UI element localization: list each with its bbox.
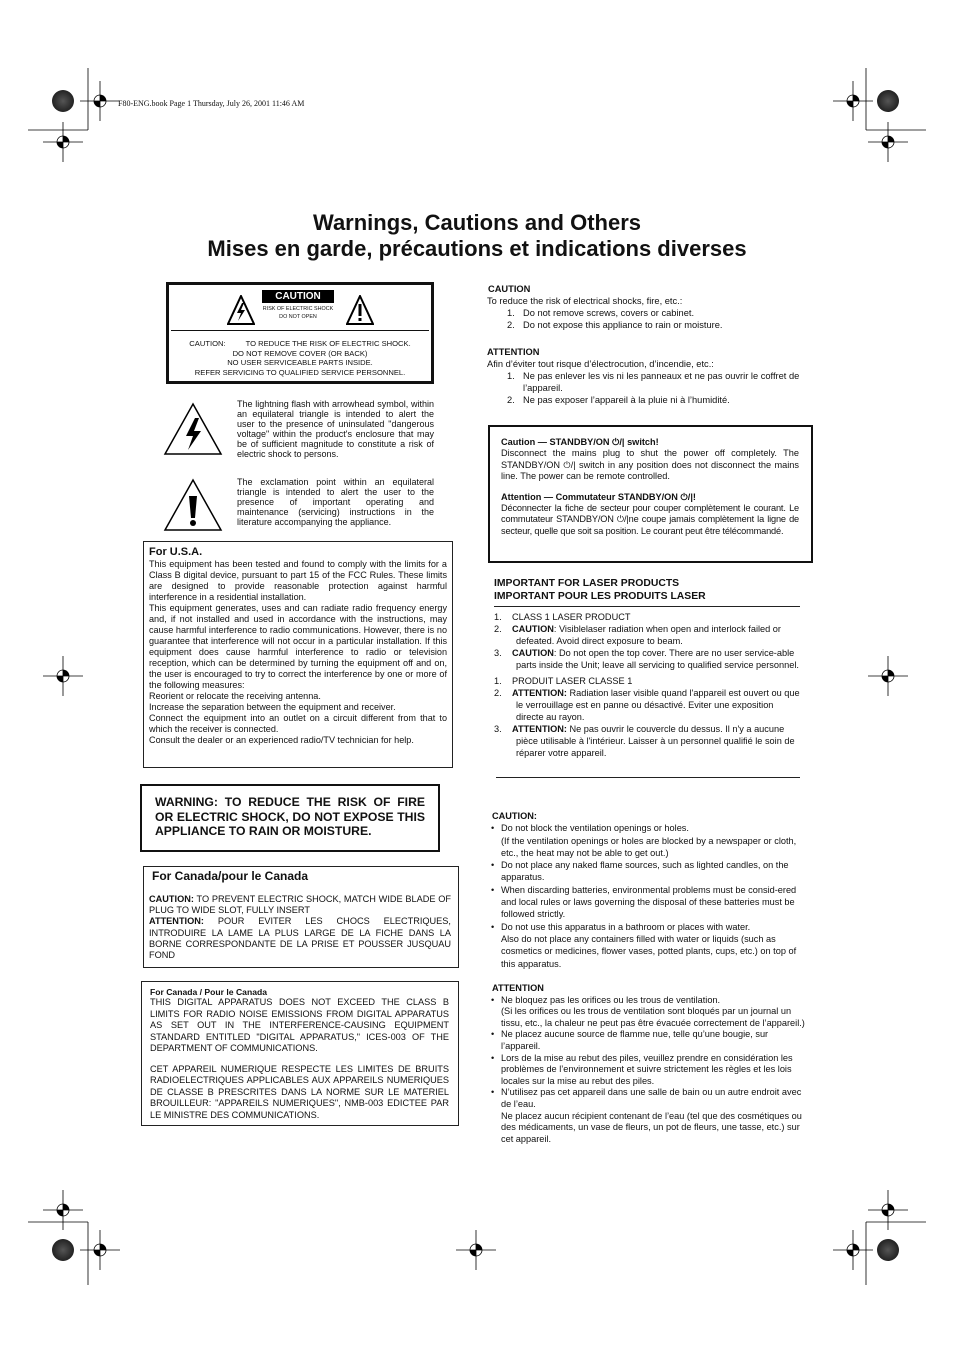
attention-bullets-section bbox=[491, 983, 809, 1145]
page-title bbox=[0, 210, 954, 262]
standby-heading-english: Caution — STANDBY/ON ⏻/| switch! bbox=[501, 437, 659, 447]
laser-item: 1. PRODUIT LASER CLASSE 1 bbox=[494, 676, 633, 686]
power-icon: ⏻/| bbox=[612, 437, 625, 447]
right-caution-section bbox=[487, 283, 817, 331]
list-item: 1. Do not remove screws, covers or cabinet. bbox=[507, 308, 695, 318]
title-line-french: Mises en garde, précautions et indications diverses bbox=[207, 236, 747, 261]
laser-item: 2. CAUTION: Visiblelaser radiation when open and interlock failed or defeated. Avoid direct exposure to beam. bbox=[494, 624, 781, 646]
divider bbox=[494, 606, 800, 607]
laser-item: 3. ATTENTION: Ne pas ouvrir le couvercle du dessus. Il n'y a aucune pièce utilisable à l'intérieur. Laisser à un personnel qualifié le soin de réparer votre appareil. bbox=[494, 724, 795, 758]
attention-bullets-heading: ATTENTION bbox=[492, 983, 544, 993]
list-item: • Do not place any naked flame sources, such as lighted candles, on the apparatus. bbox=[491, 859, 809, 884]
laser-item: 1. CLASS 1 LASER PRODUCT bbox=[494, 612, 631, 622]
list-item: • Ne bloquez pas les orifices ou les trous de ventilation. (Si les orifices ou les trous de ventilation sont bloqués par un journal un tissu, etc., la chaleur ne peut pas être évacuée correctement de l’appareil.) bbox=[491, 995, 809, 1030]
usa-measure: Reorient or relocate the receiving antenna. bbox=[149, 691, 321, 701]
caution-bullets-section bbox=[491, 810, 809, 970]
list-item: • N’utilisez pas cet appareil dans une salle de bain ou un autre endroit avec de l’eau. Ne placez aucun récipient contenant de l’eau (tel que des cosmétiques ou des médicaments, un vase de fleurs, un pot de fleurs, une tasse, etc.) sur cet appareil. bbox=[491, 1087, 809, 1145]
caution-badge: CAUTION bbox=[262, 290, 334, 303]
caution-label-box bbox=[166, 282, 434, 384]
list-item: 2. Ne pas exposer l’appareil à la pluie ni à l’humidité. bbox=[507, 395, 730, 405]
standby-heading-french: Attention — Commutateur STANDBY/ON ⏻/|! bbox=[501, 491, 696, 502]
list-item: • Do not use this apparatus in a bathroom or places with water. Also do not place any containers filled with water or liquids (such as cosmetics or medicines, flower vases, potted plants, cups, etc.) on top of this apparatus. bbox=[491, 921, 809, 970]
caution-badge-subtext: RISK OF ELECTRIC SHOCK DO NOT OPEN bbox=[262, 306, 334, 320]
canada-heading: For Canada/pour le Canada bbox=[152, 869, 309, 883]
usa-paragraph: This equipment generates, uses and can radiate radio frequency energy and, if not installed and used in accordance with the instructions, may cause harmful interference to radio communications. However, there is no guarantee that interference will not occur in a particular installation. If this equipment does cause harmful interference to radio or television reception, which can be determined by turning the equipment off and on, the user is encouraged to try to correct the interference by one or more of the following measures: bbox=[149, 603, 447, 690]
standby-text-english: Disconnect the mains plug to shut the power off completely. The STANDBY/ON ⏻/| switch in any position does not disconnect the mains line. The power can be remote controlled. bbox=[501, 448, 799, 482]
canada-ices-heading: For Canada / Pour le Canada bbox=[150, 987, 267, 997]
canada-caution: CAUTION: TO PREVENT ELECTRIC SHOCK, MATCH WIDE BLADE OF PLUG TO WIDE SLOT, FULLY INSERT bbox=[149, 894, 452, 916]
standby-text-french: Déconnecter la fiche de secteur pour couper complètement le courant. Le commutateur STANDBY/ON ⏻/|ne coupe jamais complètement la ligne de secteur, quelle que soit sa position. Le courant peut être télécommandé. bbox=[501, 503, 799, 536]
usa-paragraph: This equipment has been tested and found to comply with the limits for a Class B digital device, pursuant to part 15 of the FCC Rules. These limits are designed to provide reasonable protection against harmful interference in a residential installation. bbox=[149, 559, 447, 602]
canada-ices-section bbox=[141, 981, 459, 1126]
laser-item: 2. ATTENTION: Radiation laser visible quand l'appareil est ouvert ou que le verrouillage est en panne ou désactivé. Eviter une exposition directe au rayon. bbox=[494, 688, 800, 722]
list-item: • Ne placez aucune source de flamme nue, telle qu’une bougie, sur l’appareil. bbox=[491, 1029, 809, 1052]
canada-ices-french: CET APPAREIL NUMERIQUE RESPECTE LES LIMITES DE BRUITS RADIOELECTRIQUES APPLICABLES AUX APPAREILS NUMERIQUES DE CLASSE B PRESCRITES DANS LA NORME SUR LE MATERIEL BROUILLEUR: "APPAREILS NUMERIQUES", NMB-003 EDICTEE PAR LE MINISTRE DES COMMUNICATIONS. bbox=[150, 1063, 449, 1120]
right-caution-heading: CAUTION bbox=[488, 284, 531, 294]
canada-ices-english: THIS DIGITAL APPARATUS DOES NOT EXCEED THE CLASS B LIMITS FOR RADIO NOISE EMISSIONS FROM DIGITAL APPARATUS AS SET OUT IN THE INTERFERENCE-CAUSING EQUIPMENT STANDARD ENTITLED "DIGITAL APPARATUS," ICES-003 OF THE DEPARTMENT OF COMMUNICATIONS. bbox=[150, 997, 449, 1053]
usa-heading: For U.S.A. bbox=[149, 546, 203, 558]
power-icon: ⏻/| bbox=[680, 491, 693, 502]
lightning-triangle-icon bbox=[227, 295, 255, 325]
divider bbox=[496, 777, 800, 778]
usa-measure: Consult the dealer or an experienced radio/TV technician for help. bbox=[149, 735, 414, 745]
caution-label-text: CAUTION: TO REDUCE THE RISK OF ELECTRIC SHOCK. DO NOT REMOVE COVER (OR BACK) NO USER SERVICEABLE PARTS INSIDE. REFER SERVICING TO QUALIFIED SERVICE PERSONNEL. bbox=[189, 339, 411, 377]
exclamation-symbol-icon bbox=[163, 478, 223, 532]
warning-box bbox=[140, 784, 440, 852]
right-attention-intro: Afin d’éviter tout risque d’électrocution, d’incendie, etc.: bbox=[487, 359, 714, 369]
usa-section bbox=[143, 541, 453, 768]
exclamation-triangle-icon bbox=[346, 295, 374, 325]
warning-text: WARNING: TO REDUCE THE RISK OF FIRE OR ELECTRIC SHOCK, DO NOT EXPOSE THIS APPLIANCE TO RAIN OR MOISTURE. bbox=[155, 795, 425, 838]
laser-heading: IMPORTANT FOR LASER PRODUCTS IMPORTANT POUR LES PRODUITS LASER bbox=[494, 578, 706, 602]
right-caution-intro: To reduce the risk of electrical shocks, fire, etc.: bbox=[487, 296, 683, 306]
list-item: • Lors de la mise au rebut des piles, veuillez prendre en considération les problèmes de l’environnement et suivre strictement les règles et les lois locales sur la mise au rebut des piles. bbox=[491, 1053, 809, 1088]
standby-box bbox=[488, 425, 813, 563]
file-header: F80-ENG.book Page 1 Thursday, July 26, 2001 11:46 AM bbox=[118, 99, 305, 108]
caution-bullets-heading: CAUTION: bbox=[492, 811, 537, 821]
power-icon: ⏻/| bbox=[616, 514, 629, 525]
lightning-symbol-icon bbox=[163, 402, 223, 456]
canada-plug-section bbox=[143, 866, 459, 968]
laser-item: 3. CAUTION: Do not open the top cover. There are no user service-able parts inside the Unit; leave all servicing to qualified service personnel. bbox=[494, 648, 799, 670]
usa-measure: Increase the separation between the equipment and receiver. bbox=[149, 702, 396, 712]
right-attention-section bbox=[487, 346, 817, 406]
laser-section bbox=[494, 578, 800, 759]
canada-attention: ATTENTION: POUR EVITER LES CHOCS ELECTRIQUES, INTRODUIRE LA LAME LA PLUS LARGE DE LA FICHE DANS LA BORNE CORRESPONDANTE DE LA PRISE ET POUSSER JUSQUAU FOND bbox=[149, 916, 451, 961]
usa-measure: Connect the equipment into an outlet on a circuit different from that to which the receiver is connected. bbox=[149, 713, 447, 734]
right-attention-heading: ATTENTION bbox=[487, 347, 540, 357]
list-item: 2. Do not expose this appliance to rain or moisture. bbox=[507, 320, 723, 330]
list-item: 1. Ne pas enlever les vis ni les panneaux et ne pas ouvrir le coffret de l’appareil. bbox=[507, 371, 800, 393]
list-item: • Do not block the ventilation openings or holes. (If the ventilation openings or holes are blocked by a newspaper or cloth, etc., the heat may not be able to get out.) bbox=[491, 822, 809, 859]
power-icon: ⏻/| bbox=[563, 459, 576, 470]
list-item: • When discarding batteries, environmental problems must be consid-ered and local rules or laws governing the disposal of these batteries must be followed strictly. bbox=[491, 884, 809, 921]
lightning-symbol-text: The lightning flash with arrowhead symbol, within an equilateral triangle is intended to alert the user to the presence of uninsulated "dangerous voltage" within the product's enclosure that may be of sufficient magnitude to constitute a risk of electric shock to persons. bbox=[237, 399, 434, 459]
title-line-english: Warnings, Cautions and Others bbox=[313, 210, 641, 235]
exclamation-symbol-text: The exclamation point within an equilateral triangle is intended to alert the user to the presence of important operating and maintenance (servicing) instructions in the literature accompanying the appliance. bbox=[237, 477, 434, 527]
